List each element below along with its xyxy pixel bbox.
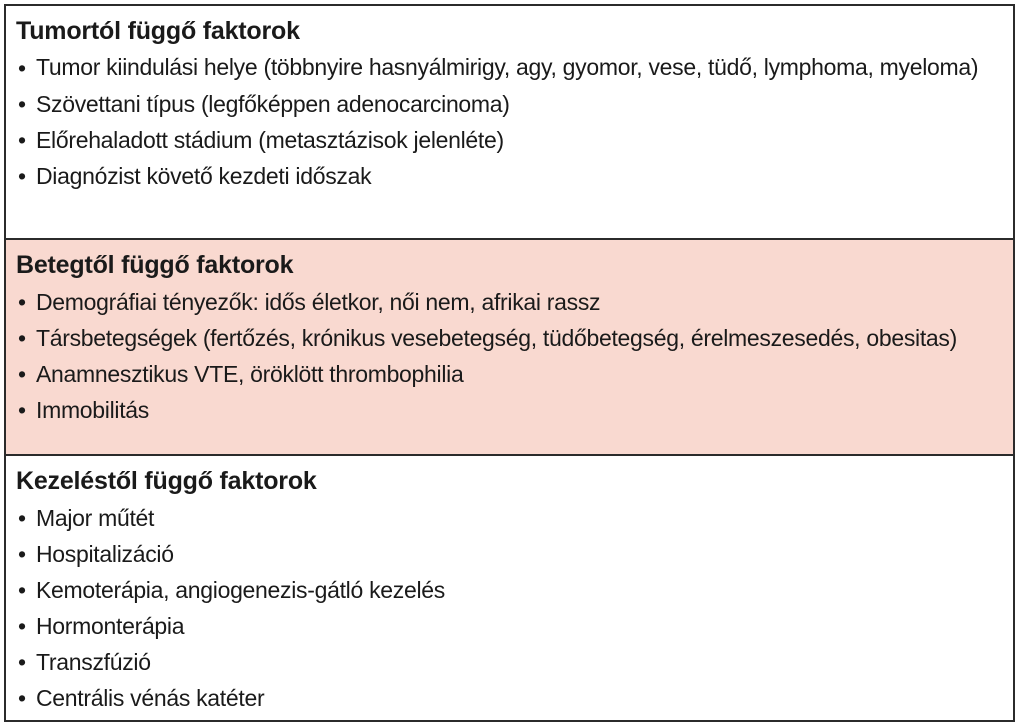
list-item: [16, 284, 1003, 320]
list-item: [16, 392, 1003, 428]
bullet-icon: •: [18, 613, 26, 639]
section-patient-factors: [6, 238, 1013, 454]
bullet-icon: •: [18, 163, 26, 189]
list-item: [16, 608, 1003, 644]
list-item: [16, 122, 1003, 158]
section-tumor-factors: [6, 6, 1013, 238]
section-treatment-factors: [6, 454, 1013, 720]
bullet-icon: •: [18, 685, 26, 711]
list-item-text: Hospitalizáció: [36, 541, 174, 567]
list-item: [16, 572, 1003, 608]
bullet-icon: •: [18, 397, 26, 423]
list-item: [16, 536, 1003, 572]
bullet-icon: •: [18, 325, 26, 351]
list-item-text: Centrális vénás katéter: [36, 685, 265, 711]
list-item: [16, 320, 1003, 356]
list-item: [16, 86, 1003, 122]
factor-list: [16, 284, 1003, 428]
list-item-text: Tumor kiindulási helye (többnyire hasnyálmirigy, agy, gyomor, vese, tüdő, lymphoma, myeloma): [36, 54, 979, 80]
list-item-text: Társbetegségek (fertőzés, krónikus vesebetegség, tüdőbetegség, érelmeszesedés, obesitas): [36, 325, 957, 351]
list-item-text: Anamnesztikus VTE, öröklött thrombophilia: [36, 361, 464, 387]
bullet-icon: •: [18, 505, 26, 531]
list-item: [16, 50, 1003, 86]
list-item: [16, 644, 1003, 680]
bullet-icon: •: [18, 289, 26, 315]
section-heading: Betegtől függő faktorok: [16, 251, 294, 279]
bullet-icon: •: [18, 541, 26, 567]
bullet-icon: •: [18, 361, 26, 387]
list-item-text: Előrehaladott stádium (metasztázisok jelenléte): [36, 127, 504, 153]
list-item-text: Diagnózist követő kezdeti időszak: [36, 163, 372, 189]
list-item-text: Hormonterápia: [36, 613, 185, 639]
list-item: [16, 500, 1003, 536]
list-item-text: Major műtét: [36, 505, 155, 531]
list-item-text: Transzfúzió: [36, 649, 151, 675]
bullet-icon: •: [18, 577, 26, 603]
list-item-text: Immobilitás: [36, 397, 150, 423]
bullet-icon: •: [18, 649, 26, 675]
list-item: [16, 356, 1003, 392]
bullet-icon: •: [18, 91, 26, 117]
section-heading: Tumortól függő faktorok: [16, 17, 300, 45]
list-item-text: Demográfiai tényezők: idős életkor, női nem, afrikai rassz: [36, 289, 601, 315]
list-item-text: Szövettani típus (legfőképpen adenocarcinoma): [36, 91, 510, 117]
list-item: [16, 680, 1003, 716]
bullet-icon: •: [18, 55, 26, 81]
list-item: [16, 158, 1003, 194]
section-heading: Kezeléstől függő faktorok: [16, 467, 317, 495]
factor-list: [16, 500, 1003, 716]
factor-list: [16, 50, 1003, 194]
list-item-text: Kemoterápia, angiogenezis-gátló kezelés: [36, 577, 445, 603]
bullet-icon: •: [18, 127, 26, 153]
risk-factor-table: [4, 4, 1015, 722]
